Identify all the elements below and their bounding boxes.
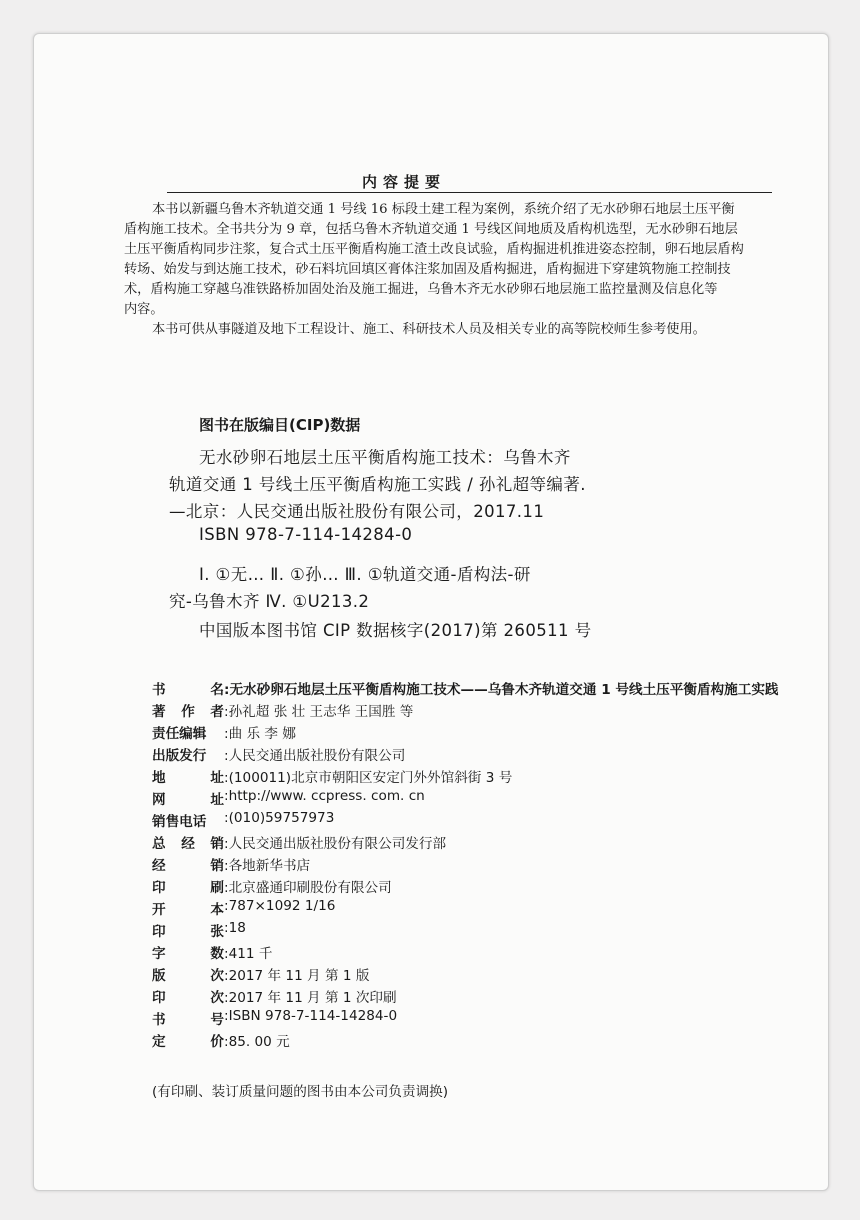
info-label-char: 开 (152, 902, 166, 918)
info-colon: : (224, 726, 229, 742)
summary-title: 内容提要 (362, 173, 447, 191)
info-label-char: 印 (152, 990, 166, 1006)
info-label-char: 定 (152, 1034, 166, 1050)
info-value (224, 678, 779, 698)
summary-line: 术，盾构施工穿越乌准铁路桥加固处治及施工掘进，乌鲁木齐无水砂卵石地层施工监控量测及信息化等 (124, 282, 718, 297)
info-value-text: 411 千 (228, 946, 273, 962)
summary-line: 本书以新疆乌鲁木齐轨道交通 1 号线 16 标段土建工程为案例，系统介绍了无水砂卵石地层土压平衡 (152, 202, 735, 217)
info-colon: : (224, 858, 229, 874)
info-label-char: 出版发行 (152, 748, 207, 764)
info-label-char: 印 (152, 880, 166, 896)
info-label (152, 898, 224, 918)
info-label-char: 印 (152, 924, 166, 940)
info-value (224, 700, 413, 720)
info-label-char: 价 (210, 1034, 224, 1050)
info-label-char: 版 (152, 968, 166, 984)
info-label-char: 数 (210, 946, 224, 962)
info-label (152, 986, 224, 1006)
cip-line: —北京：人民交通出版社股份有限公司，2017.11 (169, 502, 545, 521)
info-colon: : (224, 788, 229, 804)
info-colon: : (224, 682, 230, 698)
info-label (152, 876, 224, 896)
info-label-char: 刷 (210, 880, 224, 896)
info-label-char: 字 (152, 946, 166, 962)
info-value (224, 810, 334, 826)
cip-line: 无水砂卵石地层土压平衡盾构施工技术：乌鲁木齐 (199, 448, 571, 467)
info-label-char: 书 (152, 1012, 166, 1028)
summary-line: 土压平衡盾构同步注浆，复合式土压平衡盾构施工渣土改良试验，盾构掘进机推进姿态控制，卵石地层盾构 (124, 242, 744, 257)
info-label (152, 722, 230, 742)
info-label (152, 1008, 224, 1028)
info-label (152, 678, 224, 698)
info-value (224, 1008, 397, 1024)
info-colon: : (224, 1034, 229, 1050)
info-label-char: 经 (181, 836, 195, 852)
cip-line: 中国版本图书馆 CIP 数据核字(2017)第 260511 号 (199, 621, 592, 640)
info-label (152, 810, 230, 830)
info-value-text: 2017 年 11 月 第 1 次印刷 (228, 990, 397, 1006)
info-label-char: 著 (152, 704, 166, 720)
info-colon: : (224, 898, 229, 914)
info-value (224, 876, 392, 896)
cip-heading: 图书在版编目(CIP)数据 (199, 416, 361, 434)
info-colon: : (224, 1008, 229, 1024)
info-label-char: 地 (152, 770, 166, 786)
info-label-char: 作 (181, 704, 195, 720)
info-colon: : (224, 968, 229, 984)
copyright-page (33, 33, 829, 1191)
info-label-char: 销售电话 (152, 814, 207, 830)
info-colon: : (224, 946, 229, 962)
info-value-text: 18 (228, 920, 246, 936)
info-value (224, 854, 310, 874)
cip-line: 轨道交通 1 号线土压平衡盾构施工实践 / 孙礼超等编著. (169, 475, 586, 494)
info-label-char: 张 (210, 924, 224, 940)
info-label-char: 网 (152, 792, 166, 808)
info-value (224, 1030, 290, 1050)
info-colon: : (224, 748, 229, 764)
info-value-text: 人民交通出版社股份有限公司 (228, 748, 406, 764)
info-label-char: 书 (152, 682, 166, 698)
quality-note: (有印刷、装订质量问题的图书由本公司负责调换) (152, 1084, 449, 1100)
info-colon: : (224, 836, 229, 852)
info-value-text: ISBN 978-7-114-14284-0 (228, 1008, 398, 1024)
info-colon: : (224, 990, 229, 1006)
info-value-text: (100011)北京市朝阳区安定门外外馆斜街 3 号 (228, 770, 513, 786)
info-label (152, 832, 224, 852)
info-label-char: 经 (152, 858, 166, 874)
info-value (224, 744, 405, 764)
cip-line: 究-乌鲁木齐 Ⅳ. ①U213.2 (169, 592, 370, 611)
info-value-text: 787×1092 1/16 (228, 898, 336, 914)
info-label (152, 1030, 224, 1050)
info-label-char: 销 (210, 858, 224, 874)
info-value (224, 986, 397, 1006)
info-value (224, 942, 272, 962)
info-value (224, 920, 246, 936)
info-label-char: 址 (210, 770, 224, 786)
info-label-char: 责任编辑 (152, 726, 207, 742)
info-value (224, 722, 296, 742)
info-value (224, 788, 425, 804)
info-value-text: 孙礼超 张 壮 王志华 王国胜 等 (228, 704, 414, 720)
info-value (224, 964, 369, 984)
info-colon: : (224, 880, 229, 896)
summary-line: 盾构施工技术。全书共分为 9 章，包括乌鲁木齐轨道交通 1 号线区间地质及盾构机选型，无水砂卵石地层 (124, 222, 738, 237)
info-label-char: 销 (210, 836, 224, 852)
info-label-char: 本 (210, 902, 224, 918)
info-value-text: 北京盛通印刷股份有限公司 (228, 880, 392, 896)
info-label (152, 854, 224, 874)
info-colon: : (224, 810, 229, 826)
info-value-text: 人民交通出版社股份有限公司发行部 (228, 836, 447, 852)
info-label-char: 号 (210, 1012, 224, 1028)
info-value-text: 曲 乐 李 娜 (228, 726, 296, 742)
info-value-text: 85. 00 元 (228, 1034, 290, 1050)
info-label (152, 964, 224, 984)
info-label (152, 788, 224, 808)
cip-line: Ⅰ. ①无… Ⅱ. ①孙… Ⅲ. ①轨道交通-盾构法-研 (199, 565, 531, 584)
info-label-char: 名 (210, 682, 224, 698)
info-label (152, 766, 224, 786)
info-colon: : (224, 770, 229, 786)
info-value-text: http://www. ccpress. com. cn (228, 788, 425, 804)
info-label (152, 942, 224, 962)
info-colon: : (224, 920, 229, 936)
info-value-text: 无水砂卵石地层土压平衡盾构施工技术——乌鲁木齐轨道交通 1 号线土压平衡盾构施工实践 (229, 682, 779, 698)
summary-line: 本书可供从事隧道及地下工程设计、施工、科研技术人员及相关专业的高等院校师生参考使用。 (152, 322, 706, 337)
info-label-char: 总 (152, 836, 166, 852)
info-label-char: 者 (210, 704, 224, 720)
info-value-text: (010)59757973 (228, 810, 335, 826)
info-value (224, 832, 446, 852)
info-label (152, 700, 224, 720)
cip-line: ISBN 978-7-114-14284-0 (199, 525, 413, 544)
summary-line: 内容。 (124, 302, 164, 317)
info-label (152, 744, 230, 764)
info-label-char: 址 (210, 792, 224, 808)
summary-line: 转场、始发与到达施工技术，砂石料坑回填区膏体注浆加固及盾构掘进，盾构掘进下穿建筑物施工控制技 (124, 262, 731, 277)
info-value (224, 766, 512, 786)
summary-rule (167, 192, 772, 193)
info-value (224, 898, 335, 914)
info-label-char: 次 (210, 990, 224, 1006)
info-colon: : (224, 704, 229, 720)
info-value-text: 各地新华书店 (228, 858, 311, 874)
info-value-text: 2017 年 11 月 第 1 版 (228, 968, 370, 984)
info-label-char: 次 (210, 968, 224, 984)
info-label (152, 920, 224, 940)
